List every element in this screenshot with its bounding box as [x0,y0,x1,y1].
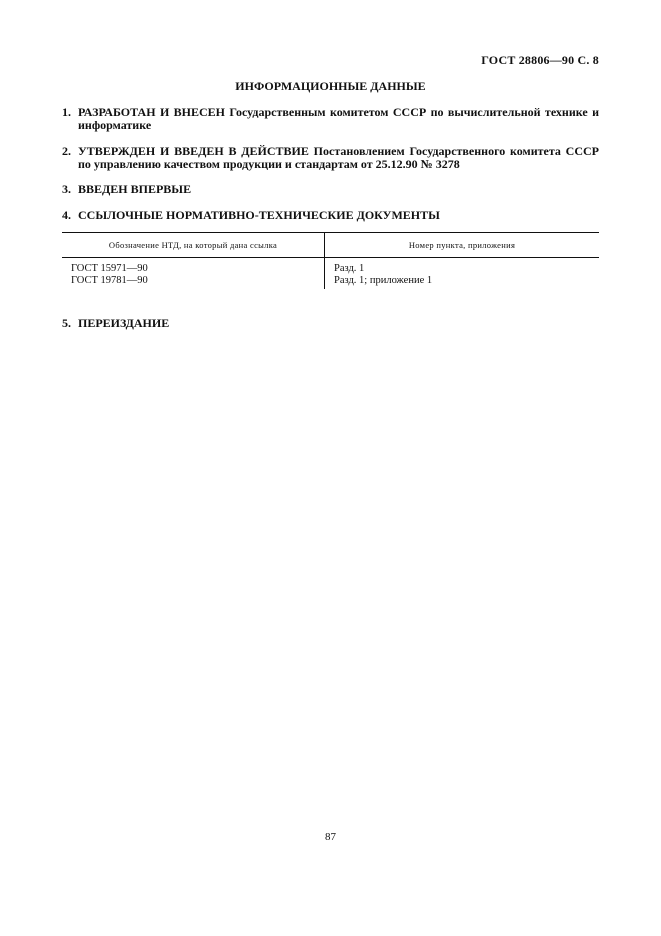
info-item-developed [62,106,599,132]
item-body [78,106,599,132]
item-number: 2. [62,144,71,158]
page-number: 87 [325,831,336,843]
item-body [78,209,599,222]
item-number: 1. [62,105,71,119]
item-number: 5. [62,316,71,330]
item-number: 3. [62,182,71,196]
item-lead: РАЗРАБОТАН И ВНЕСЕН [78,105,226,119]
column-header-clause: Номер пункта, приложения [325,233,600,258]
page-title: ИНФОРМАЦИОННЫЕ ДАННЫЕ [235,79,426,93]
document-designation: ГОСТ 15971—90 [71,263,148,274]
item-lead: ПЕРЕИЗДАНИЕ [78,316,170,330]
item-body [78,183,599,196]
document-reference: ГОСТ 28806—90 С. 8 [481,53,599,67]
item-lead: УТВЕРЖДЕН И ВВЕДЕН В ДЕЙСТВИЕ [78,144,309,158]
item-text: Государственным комитетом СССР по вычислительной технике и информатике [78,105,599,132]
info-item-first-introduced [62,183,599,196]
item-text: Постановлением Государственного комитета СССР по управлению качеством продукции и стандартам от 25.12.90 № 3278 [78,144,599,171]
column-header-document: Обозначение НТД, на который дана ссылка [62,233,325,258]
item-body [78,317,599,330]
document-cell [62,258,325,290]
info-item-reissue [62,317,599,330]
reference-documents-table [62,232,599,289]
table-row [62,258,599,290]
clause-number: Разд. 1 [334,263,365,274]
table-header-row [62,233,599,258]
item-number: 4. [62,208,71,222]
item-lead: ССЫЛОЧНЫЕ НОРМАТИВНО-ТЕХНИЧЕСКИЕ ДОКУМЕНТЫ [78,208,440,222]
info-item-approved [62,145,599,171]
document-designation: ГОСТ 19781—90 [71,275,148,286]
clause-cell [325,258,600,290]
item-lead: ВВЕДЕН ВПЕРВЫЕ [78,182,192,196]
clause-number: Разд. 1; приложение 1 [334,275,433,286]
info-item-reference-documents [62,209,599,222]
item-body [78,145,599,171]
